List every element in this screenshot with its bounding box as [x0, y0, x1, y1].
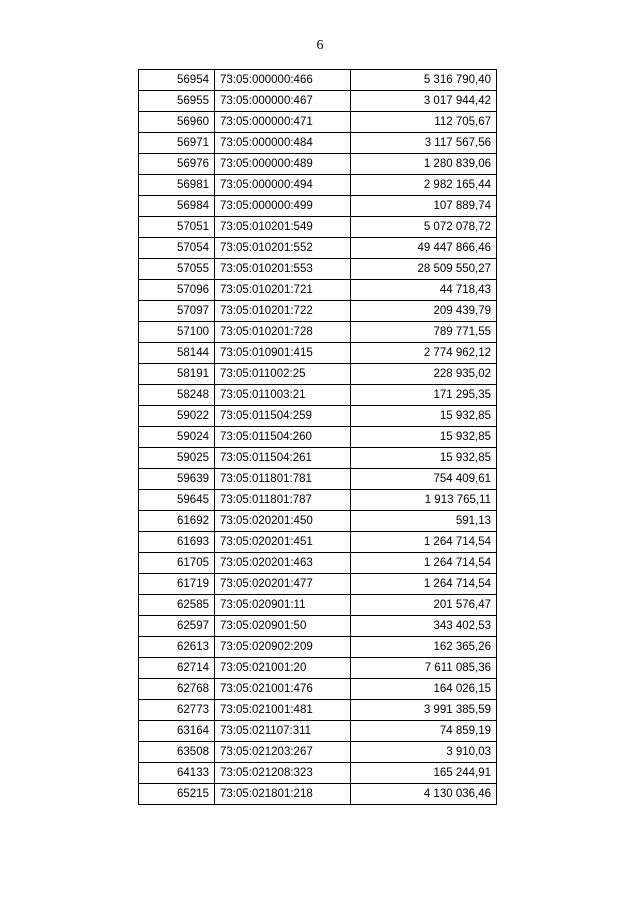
- table-row: [139, 763, 497, 784]
- cadastral-value-cell: 201 576,47: [351, 595, 497, 616]
- cadastral-value-cell: 164 026,15: [351, 679, 497, 700]
- cadastral-number-cell: 73:05:011801:787: [215, 490, 351, 511]
- cadastral-value-cell: 591,13: [351, 511, 497, 532]
- table-row: [139, 700, 497, 721]
- cadastral-number-cell: 73:05:011504:261: [215, 448, 351, 469]
- row-number-cell: 57051: [139, 217, 215, 238]
- cadastral-number-cell: 73:05:010201:728: [215, 322, 351, 343]
- cadastral-number-cell: 73:05:000000:467: [215, 91, 351, 112]
- cadastral-number-cell: 73:05:021801:218: [215, 784, 351, 805]
- row-number-cell: 56954: [139, 70, 215, 91]
- table-row: [139, 301, 497, 322]
- cadastral-value-cell: 107 889,74: [351, 196, 497, 217]
- cadastral-value-cell: 1 264 714,54: [351, 532, 497, 553]
- row-number-cell: 58248: [139, 385, 215, 406]
- row-number-cell: 62714: [139, 658, 215, 679]
- row-number-cell: 57054: [139, 238, 215, 259]
- row-number-cell: 57097: [139, 301, 215, 322]
- cadastral-value-cell: 3 117 567,56: [351, 133, 497, 154]
- cadastral-value-cell: 754 409,61: [351, 469, 497, 490]
- cadastral-number-cell: 73:05:020901:11: [215, 595, 351, 616]
- cadastral-number-cell: 73:05:020201:477: [215, 574, 351, 595]
- cadastral-value-cell: 228 935,02: [351, 364, 497, 385]
- table-row: [139, 658, 497, 679]
- row-number-cell: 59645: [139, 490, 215, 511]
- cadastral-value-cell: 49 447 866,46: [351, 238, 497, 259]
- row-number-cell: 64133: [139, 763, 215, 784]
- cadastral-number-cell: 73:05:010901:415: [215, 343, 351, 364]
- cadastral-value-cell: 112 705,67: [351, 112, 497, 133]
- cadastral-number-cell: 73:05:020902:209: [215, 637, 351, 658]
- cadastral-number-cell: 73:05:021208:323: [215, 763, 351, 784]
- cadastral-number-cell: 73:05:011504:260: [215, 427, 351, 448]
- cadastral-number-cell: 73:05:010201:549: [215, 217, 351, 238]
- cadastral-value-cell: 171 295,35: [351, 385, 497, 406]
- table-row: [139, 322, 497, 343]
- table-row: [139, 154, 497, 175]
- page-number: 6: [316, 38, 324, 53]
- row-number-cell: 62585: [139, 595, 215, 616]
- table-row: [139, 553, 497, 574]
- cadastral-value-cell: 15 932,85: [351, 448, 497, 469]
- cadastral-number-cell: 73:05:021001:481: [215, 700, 351, 721]
- table-row: [139, 427, 497, 448]
- table-row: [139, 742, 497, 763]
- table-row: [139, 196, 497, 217]
- table-row: [139, 490, 497, 511]
- cadastral-value-cell: 4 130 036,46: [351, 784, 497, 805]
- cadastral-value-cell: 165 244,91: [351, 763, 497, 784]
- cadastral-number-cell: 73:05:000000:499: [215, 196, 351, 217]
- row-number-cell: 57096: [139, 280, 215, 301]
- cadastral-number-cell: 73:05:020901:50: [215, 616, 351, 637]
- cadastral-number-cell: 73:05:000000:489: [215, 154, 351, 175]
- cadastral-value-cell: 7 611 085,36: [351, 658, 497, 679]
- table-row: [139, 784, 497, 805]
- cadastral-number-cell: 73:05:000000:484: [215, 133, 351, 154]
- row-number-cell: 61719: [139, 574, 215, 595]
- row-number-cell: 62773: [139, 700, 215, 721]
- cadastral-number-cell: 73:05:010201:722: [215, 301, 351, 322]
- table-row: [139, 343, 497, 364]
- cadastral-value-cell: 1 264 714,54: [351, 553, 497, 574]
- cadastral-value-cell: 15 932,85: [351, 406, 497, 427]
- table-row: [139, 217, 497, 238]
- table-row: [139, 364, 497, 385]
- row-number-cell: 57100: [139, 322, 215, 343]
- cadastral-number-cell: 73:05:021107:311: [215, 721, 351, 742]
- cadastral-number-cell: 73:05:011003:21: [215, 385, 351, 406]
- cadastral-value-cell: 44 718,43: [351, 280, 497, 301]
- cadastral-value-cell: 2 774 962,12: [351, 343, 497, 364]
- row-number-cell: 65215: [139, 784, 215, 805]
- row-number-cell: 56955: [139, 91, 215, 112]
- cadastral-value-cell: 1 280 839,06: [351, 154, 497, 175]
- table-row: [139, 280, 497, 301]
- row-number-cell: 62768: [139, 679, 215, 700]
- cadastral-number-cell: 73:05:010201:553: [215, 259, 351, 280]
- table-row: [139, 448, 497, 469]
- table-row: [139, 469, 497, 490]
- cadastral-number-cell: 73:05:021001:476: [215, 679, 351, 700]
- table-row: [139, 616, 497, 637]
- row-number-cell: 62597: [139, 616, 215, 637]
- table-row: [139, 511, 497, 532]
- row-number-cell: 61692: [139, 511, 215, 532]
- table-row: [139, 637, 497, 658]
- row-number-cell: 59025: [139, 448, 215, 469]
- table-row: [139, 385, 497, 406]
- cadastral-number-cell: 73:05:021203:267: [215, 742, 351, 763]
- table-row: [139, 406, 497, 427]
- cadastral-number-cell: 73:05:010201:721: [215, 280, 351, 301]
- table-row: [139, 70, 497, 91]
- cadastral-value-cell: 3 991 385,59: [351, 700, 497, 721]
- table-row: [139, 238, 497, 259]
- cadastral-value-cell: 5 316 790,40: [351, 70, 497, 91]
- cadastral-number-cell: 73:05:011504:259: [215, 406, 351, 427]
- row-number-cell: 56960: [139, 112, 215, 133]
- cadastral-value-cell: 1 264 714,54: [351, 574, 497, 595]
- table-row: [139, 532, 497, 553]
- cadastral-value-cell: 15 932,85: [351, 427, 497, 448]
- cadastral-number-cell: 73:05:011801:781: [215, 469, 351, 490]
- cadastral-value-cell: 5 072 078,72: [351, 217, 497, 238]
- cadastral-value-cell: 74 859,19: [351, 721, 497, 742]
- row-number-cell: 59024: [139, 427, 215, 448]
- row-number-cell: 62613: [139, 637, 215, 658]
- table-body: [139, 70, 497, 805]
- table-row: [139, 91, 497, 112]
- cadastral-number-cell: 73:05:000000:466: [215, 70, 351, 91]
- table-row: [139, 574, 497, 595]
- cadastral-value-cell: 28 509 550,27: [351, 259, 497, 280]
- row-number-cell: 63508: [139, 742, 215, 763]
- table-row: [139, 259, 497, 280]
- row-number-cell: 56984: [139, 196, 215, 217]
- row-number-cell: 57055: [139, 259, 215, 280]
- cadastral-number-cell: 73:05:011002:25: [215, 364, 351, 385]
- row-number-cell: 59022: [139, 406, 215, 427]
- row-number-cell: 58144: [139, 343, 215, 364]
- table-row: [139, 112, 497, 133]
- cadastral-number-cell: 73:05:021001:20: [215, 658, 351, 679]
- table-row: [139, 133, 497, 154]
- row-number-cell: 58191: [139, 364, 215, 385]
- cadastral-value-cell: 162 365,26: [351, 637, 497, 658]
- table-row: [139, 721, 497, 742]
- cadastral-value-cell: 1 913 765,11: [351, 490, 497, 511]
- cadastral-value-table: [138, 69, 497, 805]
- row-number-cell: 63164: [139, 721, 215, 742]
- cadastral-value-cell: 789 771,55: [351, 322, 497, 343]
- cadastral-value-cell: 209 439,79: [351, 301, 497, 322]
- row-number-cell: 56971: [139, 133, 215, 154]
- cadastral-number-cell: 73:05:000000:471: [215, 112, 351, 133]
- cadastral-value-cell: 2 982 165,44: [351, 175, 497, 196]
- table-row: [139, 175, 497, 196]
- cadastral-value-cell: 343 402,53: [351, 616, 497, 637]
- cadastral-number-cell: 73:05:010201:552: [215, 238, 351, 259]
- cadastral-number-cell: 73:05:000000:494: [215, 175, 351, 196]
- row-number-cell: 56981: [139, 175, 215, 196]
- cadastral-value-cell: 3 017 944,42: [351, 91, 497, 112]
- cadastral-value-cell: 3 910,03: [351, 742, 497, 763]
- row-number-cell: 61693: [139, 532, 215, 553]
- cadastral-number-cell: 73:05:020201:450: [215, 511, 351, 532]
- cadastral-number-cell: 73:05:020201:463: [215, 553, 351, 574]
- cadastral-number-cell: 73:05:020201:451: [215, 532, 351, 553]
- table-row: [139, 595, 497, 616]
- row-number-cell: 59639: [139, 469, 215, 490]
- table-row: [139, 679, 497, 700]
- row-number-cell: 61705: [139, 553, 215, 574]
- row-number-cell: 56976: [139, 154, 215, 175]
